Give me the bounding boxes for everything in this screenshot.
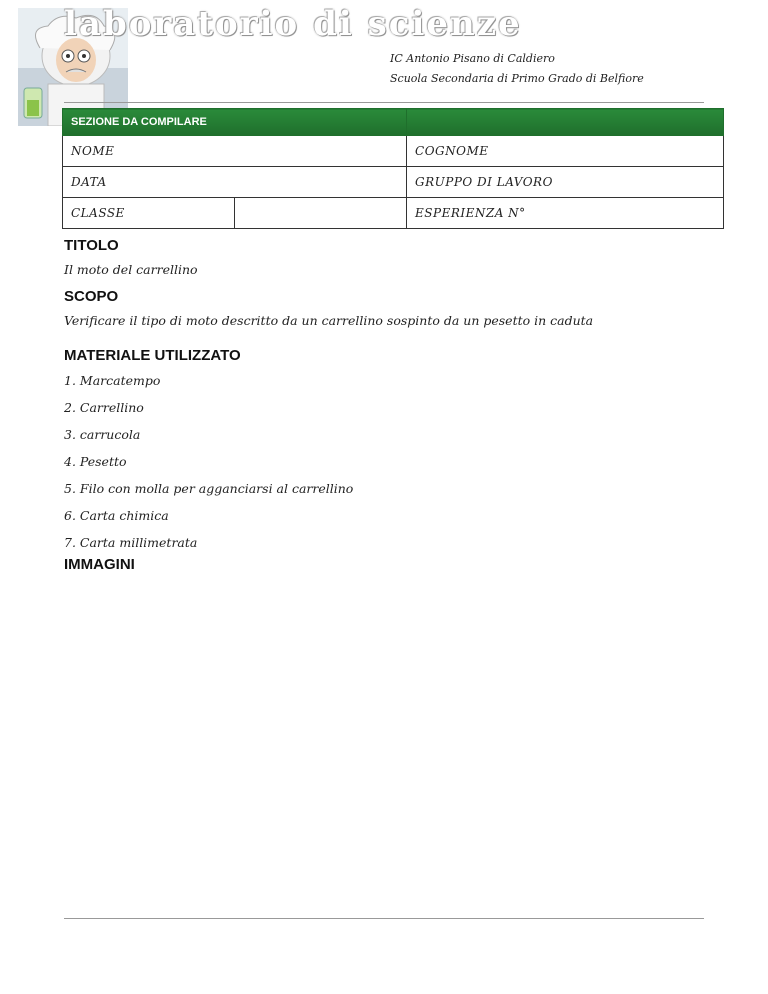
esperienza-field[interactable]: ESPERIENZA N° (407, 198, 724, 229)
scopo-text: Verificare il tipo di moto descritto da un carrellino sospinto da un pesetto in caduta (64, 313, 594, 328)
list-item: 2. Carrellino (64, 400, 144, 415)
header-empty-cell (407, 109, 724, 136)
scopo-heading: SCOPO (64, 288, 119, 305)
nome-field[interactable]: NOME (63, 136, 407, 167)
materiale-heading: MATERIALE UTILIZZATO (64, 347, 241, 364)
gruppo-field[interactable]: GRUPPO DI LAVORO (407, 167, 724, 198)
list-item: 6. Carta chimica (64, 508, 169, 523)
list-item: 7. Carta millimetrata (64, 535, 198, 550)
school-subtitle: Scuola Secondaria di Primo Grado di Belfiore (390, 72, 644, 85)
header-divider (64, 102, 704, 103)
data-field[interactable]: DATA (63, 167, 407, 198)
titolo-text: Il moto del carrellino (64, 262, 198, 277)
list-item: 1. Marcatempo (64, 373, 161, 388)
cognome-field[interactable]: COGNOME (407, 136, 724, 167)
immagini-heading: IMMAGINI (64, 556, 135, 573)
school-name: IC Antonio Pisano di Caldiero (390, 52, 555, 65)
list-item: 3. carrucola (64, 427, 141, 442)
student-info-table (62, 108, 724, 229)
lab-title: laboratorio di scienze (64, 4, 522, 44)
table-row (63, 167, 724, 198)
titolo-heading: TITOLO (64, 237, 119, 254)
table-row (63, 198, 724, 229)
footer-divider (64, 918, 704, 919)
table-header-row (63, 109, 724, 136)
list-item: 5. Filo con molla per agganciarsi al carrellino (64, 481, 354, 496)
classe-value-cell[interactable] (235, 198, 407, 229)
classe-field[interactable]: CLASSE (63, 198, 235, 229)
section-label: SEZIONE DA COMPILARE (63, 109, 407, 136)
list-item: 4. Pesetto (64, 454, 127, 469)
table-row (63, 136, 724, 167)
